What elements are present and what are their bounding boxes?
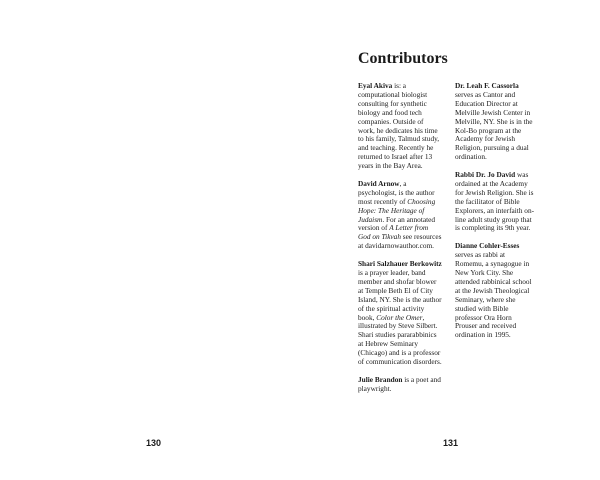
page-title: Contributors [358, 50, 448, 67]
bio-text: is a prayer leader, band member and shofar blower at Temple Beth El of City Island, NY. She is the author of the spiritual activity book, [358, 268, 442, 322]
bio-text: , a psychologist, is the author most recently of [358, 178, 435, 206]
bio-text: was ordained at the Academy for Jewish Religion. She is the facilitator of Bible Explorers, an interfaith on-line adult study group that is completing its 9th year. [455, 170, 535, 233]
contributor-bio [358, 180, 442, 251]
contributor-name: David Arnow [358, 178, 400, 188]
bio-text: is: a computational biologist consulting for synthetic biology and food tech companies. Outside of work, he dedicates his time to his family, Talmud study, and teaching. Recently he returned to Israel after 13 years in the Bay Area. [358, 81, 440, 171]
bio-text: , illustrated by Steve Silbert. Shari studies pararabbinics at Hebrew Seminary (Chicago) and is a professor of communication disorders. [358, 312, 442, 367]
contributor-bio [358, 260, 442, 367]
contributor-bio [455, 242, 535, 340]
contributor-bio [358, 82, 442, 171]
bio-text: see resources at davidarnowauthor.com. [358, 232, 442, 251]
contributor-name: Shari Salzhauer Berkowitz [358, 259, 442, 269]
bio-text: serves as Cantor and Education Director at Melville Jewish Center in Melville, NY. She is in the Kol-Bo program at the Academy for Jewish Religion, pursuing a dual ordination. [455, 89, 533, 162]
contributors-column-2 [455, 82, 535, 349]
contributor-name: Julie Brandon [358, 374, 403, 384]
book-title: A Letter from God on Tikvah [358, 223, 429, 242]
contributor-bio [455, 82, 535, 162]
contributors-column-1 [358, 82, 442, 403]
bio-text: is a poet and playwright. [358, 374, 441, 393]
book-title: Color the Omer [376, 312, 423, 322]
contributor-bio [455, 171, 535, 233]
book-title: Choosing Hope: The Heritage of Judaism [358, 196, 436, 224]
bio-text: serves as rabbi at Romemu, a synagogue in New York City. She attended rabbinical school at the Jewish Theological Seminary, where she studied with Bible professor Ora Horn Prouser and received ordination in 1995. [455, 250, 532, 340]
contributor-name: Rabbi Dr. Jo David [455, 170, 516, 180]
contributor-name: Eyal Akiva [358, 81, 393, 90]
page-number-left: 130 [146, 438, 162, 448]
bio-text: . For an annotated version of [358, 214, 436, 233]
contributor-name: Dianne Cohler-Esses [455, 241, 520, 251]
page-number-right: 131 [443, 438, 459, 448]
contributor-name: Dr. Leah F. Cassorla [455, 81, 519, 90]
contributor-bio [358, 376, 442, 394]
